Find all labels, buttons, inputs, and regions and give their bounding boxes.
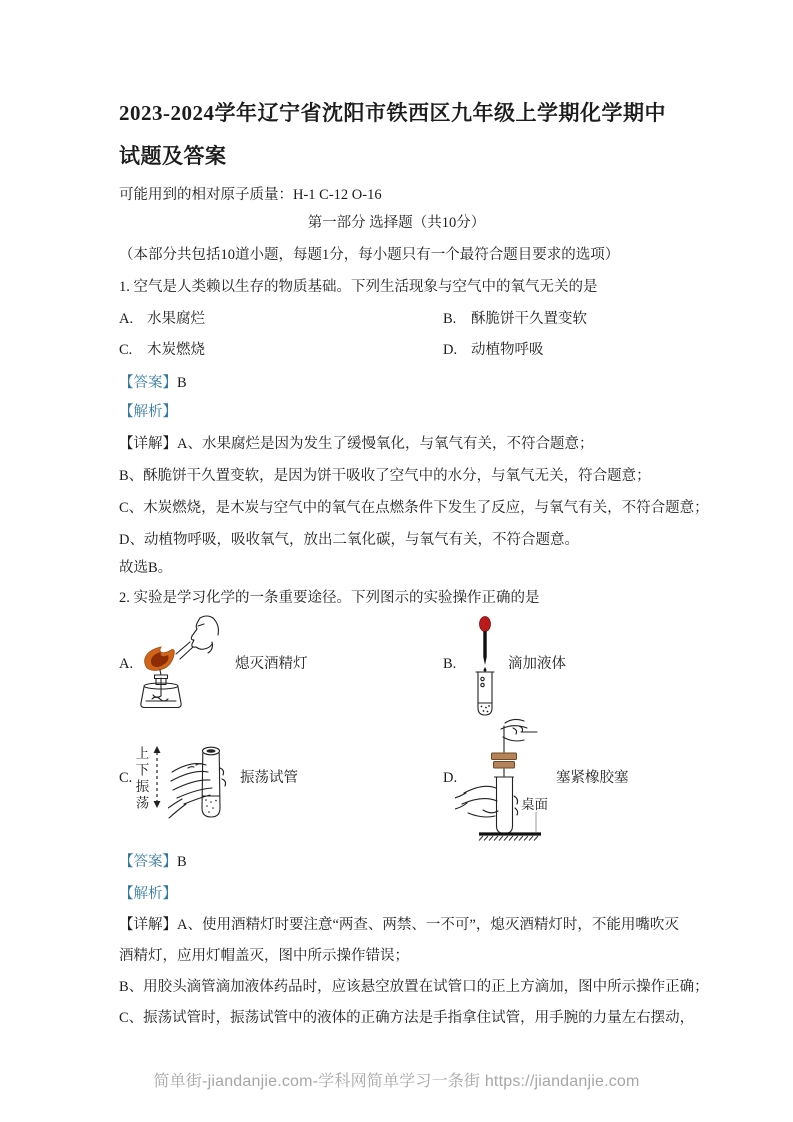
atomic-mass-note: 可能用到的相对原子质量：H-1 C-12 O-16 [119,187,382,203]
q1-option-a-label: A. [119,311,134,327]
q2-option-a-text: 熄灭酒精灯 [235,656,308,672]
q2-option-a-label: A. [119,656,134,672]
question1-stem: 1. 空气是人类赖以生存的物质基础。下列生活现象与空气中的氧气无关的是 [119,279,598,295]
q1-answer-marker: 【答案】 [119,375,177,391]
dropper-test-tube-figure [462,615,512,720]
q2-option-d-label: D. [443,770,458,786]
q2-option-b-text: 滴加液体 [508,656,566,672]
alcohol-lamp-blowing-figure [140,612,235,717]
q1-option-c [119,342,205,359]
question2-stem: 2. 实验是学习化学的一条重要途径。下列图示的实验操作正确的是 [119,590,540,606]
q1-option-b-text: 酥脆饼干久置变软 [471,311,587,327]
shake-direction-text: 上下振荡 [133,746,149,812]
q1-analysis-line [119,404,177,421]
q1-option-b-label: B. [443,311,457,327]
section-note: （本部分共包括10道小题，每题1分，每小题只有一个最符合题目要求的选项） [119,247,620,263]
hand-shaking-test-tube-figure [168,738,236,838]
q1-analysis-marker: 【解析】 [119,404,177,420]
q2-answer-line [119,854,187,871]
rubber-stopper-press-figure [455,716,555,841]
q2-detail-line-4: C、振荡试管时，振荡试管中的液体的正确方法是手指拿住试管，用手腕的力量左右摆动， [119,1010,695,1026]
q1-option-a [119,311,205,328]
q1-option-d [443,342,544,359]
site-footer-text: 简单街-jiandanjie.com-学科网简单学习一条街 https://jiandanjie.com [153,1073,640,1090]
page-title-line1: 2023-2024学年辽宁省沈阳市铁西区九年级上学期化学期中 [119,101,666,125]
q1-option-d-label: D. [443,342,458,358]
q1-answer-line [119,375,187,392]
page-title-line2: 试题及答案 [119,144,227,168]
q1-answer-value: B [177,375,187,391]
q1-option-d-text: 动植物呼吸 [471,342,544,358]
q1-detail-line-2: B、酥脆饼干久置变软，是因为饼干吸收了空气中的水分，与氧气无关，符合题意； [119,468,651,484]
q2-analysis-line [119,886,177,903]
up-down-arrow-icon [151,746,163,808]
q2-option-d-text: 塞紧橡胶塞 [556,770,629,786]
q2-answer-marker: 【答案】 [119,854,177,870]
section-heading: 第一部分 选择题（共10分） [307,215,486,231]
q1-option-c-label: C. [119,342,133,358]
q2-option-b-label: B. [443,656,457,672]
q2-analysis-marker: 【解析】 [119,886,177,902]
q1-detail-line-4: D、动植物呼吸，吸收氧气，放出二氧化碳，与氧气有关，不符合题意。 [119,532,579,548]
q2-option-c-label: C. [119,770,133,786]
q1-conclusion-line: 故选B。 [119,560,173,576]
q1-option-c-text: 木炭燃烧 [147,342,205,358]
q1-detail-line-1: 【详解】A、水果腐烂是因为发生了缓慢氧化，与氧气有关，不符合题意； [119,436,594,452]
shake-direction-caption [134,746,163,812]
q1-option-b [443,311,587,328]
q1-detail-line-3: C、木炭燃烧，是木炭与空气中的氧气在点燃条件下发生了反应，与氧气有关，不符合题意； [119,500,709,516]
table-surface-label: 桌面 [521,797,548,812]
q2-option-c-text: 振荡试管 [240,770,298,786]
q2-detail-line-3: B、用胶头滴管滴加液体药品时，应该悬空放置在试管口的正上方滴加，图中所示操作正确； [119,979,709,995]
q1-option-a-text: 水果腐烂 [147,311,205,327]
q2-detail-line-2: 酒精灯，应用灯帽盖灭，图中所示操作错误； [119,948,409,964]
q2-detail-line-1: 【详解】A、使用酒精灯时要注意“两查、两禁、一不可”，熄灭酒精灯时，不能用嘴吹灭 [119,917,679,933]
q2-answer-value: B [177,854,187,870]
